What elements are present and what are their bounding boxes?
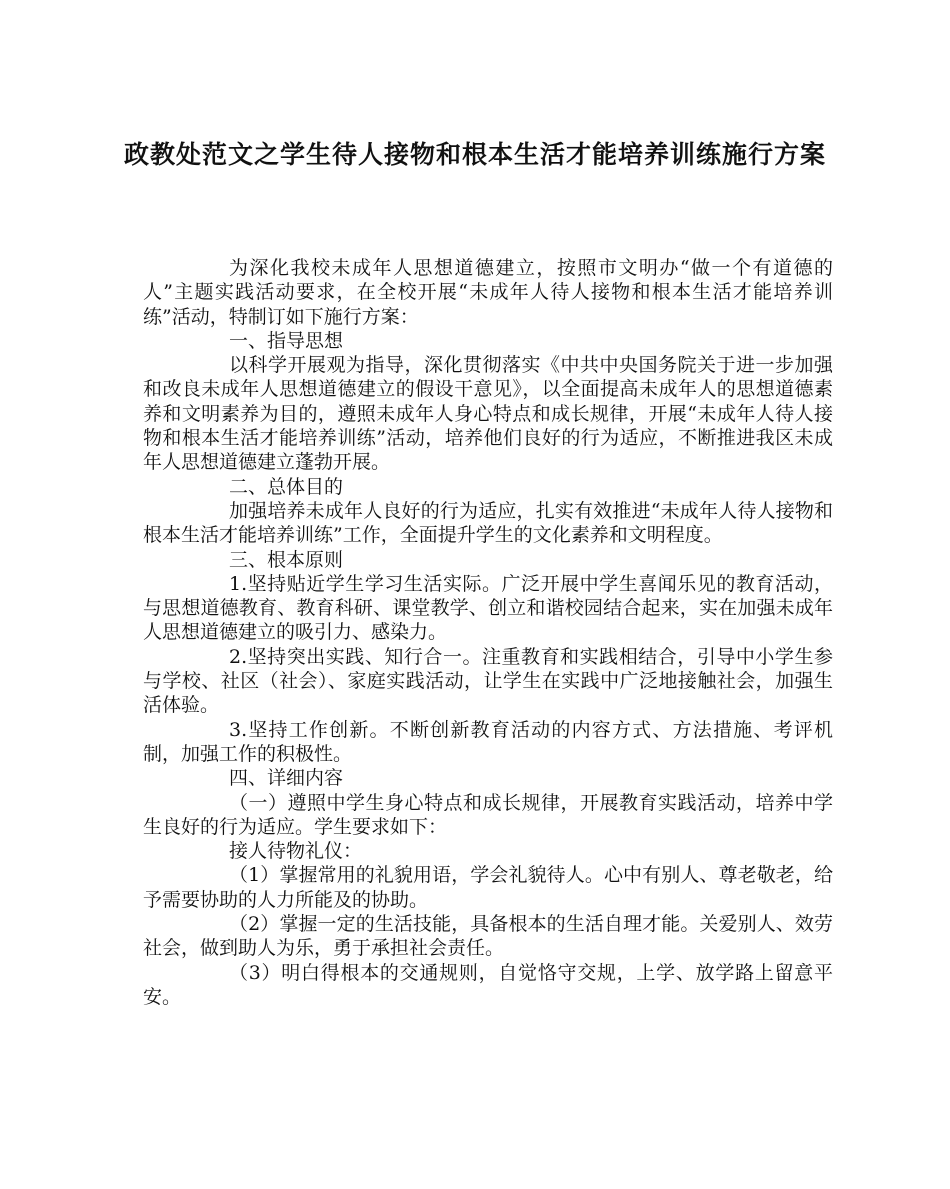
section-heading-principles: 三、根本原则 [229, 548, 344, 571]
paragraph-etiquette-heading: 接人待物礼仪： [229, 840, 363, 863]
document-title: 政教处范文之学生待人接物和根本生活才能培养训练施行方案 [123, 140, 826, 169]
section-heading-guiding-thought: 一、指导思想 [229, 329, 344, 352]
paragraph-principle-1: 1.坚持贴近学生学习生活实际。广泛开展中学生喜闻乐见的教育活动，与思想道德教育、教育科研、课堂教学、创立和谐校园结合起来，实在加强未成年人思想道德建立的吸引力、感染力。 [143, 572, 833, 644]
paragraph-etiquette-1: （1）掌握常用的礼貌用语，学会礼貌待人。心中有别人、尊老敬老，给予需要协助的人力所能及的协助。 [143, 864, 833, 911]
paragraph-details-1: （一）遵照中学生身心特点和成长规律，开展教育实践活动，培养中学生良好的行为适应。学生要求如下： [143, 791, 833, 838]
paragraph-etiquette-2: （2）掌握一定的生活技能，具备根本的生活自理才能。关爱别人、效劳社会，做到助人为乐，勇于承担社会责任。 [143, 913, 833, 960]
document-body [143, 256, 833, 1009]
paragraph-guiding-thought: 以科学开展观为指导，深化贯彻落实《中共中央国务院关于进一步加强和改良未成年人思想道德建立的假设干意见》，以全面提高未成年人的思想道德素养和文明素养为目的，遵照未成年人身心特点和成长规律，开展“未成年人待人接物和根本生活才能培养训练”活动，培养他们良好的行为适应，不断推进我区未成年人思想道德建立蓬勃开展。 [143, 354, 833, 474]
section-heading-details: 四、详细内容 [229, 767, 344, 790]
paragraph-intro: 为深化我校未成年人思想道德建立，按照市文明办“做一个有道德的人”主题实践活动要求，在全校开展“未成年人待人接物和根本生活才能培养训练”活动，特制订如下施行方案： [143, 257, 833, 328]
paragraph-etiquette-3: （3）明白得根本的交通规则，自觉恪守交规，上学、放学路上留意平安。 [143, 961, 833, 1008]
paragraph-principle-3: 3.坚持工作创新。不断创新教育活动的内容方式、方法措施、考评机制，加强工作的积极性。 [143, 718, 833, 765]
paragraph-principle-2: 2.坚持突出实践、知行合一。注重教育和实践相结合，引导中小学生参与学校、社区（社会）、家庭实践活动，让学生在实践中广泛地接触社会，加强生活体验。 [143, 645, 833, 717]
paragraph-overall-goal: 加强培养未成年人良好的行为适应，扎实有效推进“未成年人待人接物和根本生活才能培养训练”工作，全面提升学生的文化素养和文明程度。 [143, 499, 833, 547]
section-heading-overall-goal: 二、总体目的 [229, 475, 344, 498]
